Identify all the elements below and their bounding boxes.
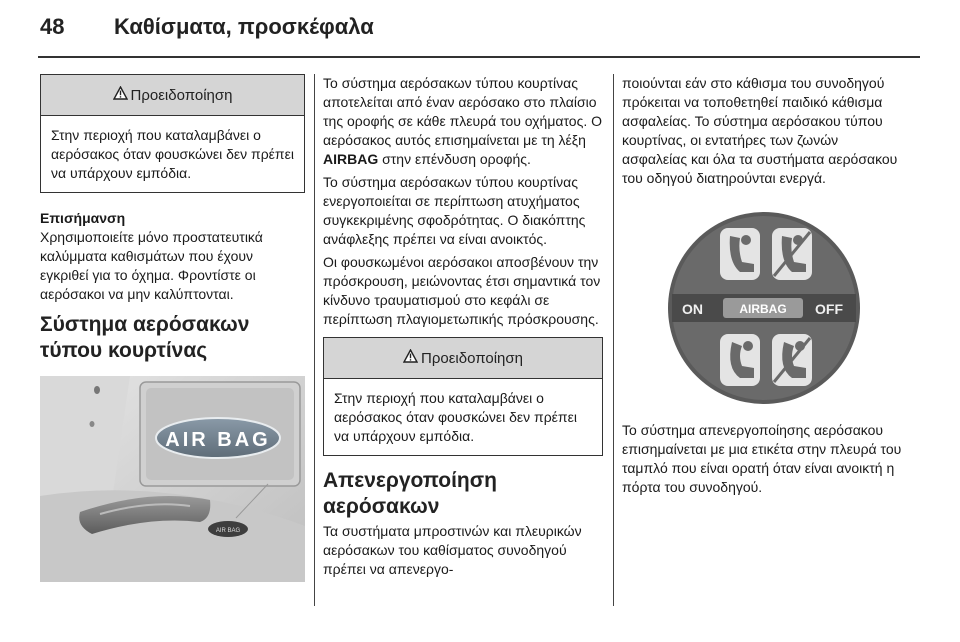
paragraph — [323, 74, 603, 169]
section-heading — [323, 468, 603, 520]
paragraph-text: Το σύστημα αερόσακων τύπου κουρτίνας αποτελείται από έναν αερόσακο στο πλαίσιο της οροφής σε κάθε πλευρά του οχήματος. Ο αερόσακος αυτός επισημαίνεται με τη λέξη — [323, 75, 603, 148]
warning-title: Προειδοποίηση — [421, 349, 523, 367]
section-heading — [40, 312, 305, 364]
page-header — [0, 0, 960, 56]
section-heading-line: Απενεργοποίηση — [323, 469, 497, 492]
section-heading-line: τύπου κουρτίνας — [40, 339, 208, 362]
airbag-off-label-illustration — [622, 206, 904, 411]
airbag-word: AIRBAG — [323, 151, 379, 167]
curtain-airbag-illustration — [40, 376, 305, 582]
switch-label-off: OFF — [815, 301, 843, 317]
paragraph: Τα συστήματα μπροστινών και πλευρικών αερόσακων του καθίσματος συνοδηγού πρέπει να απενεργο- — [323, 523, 582, 577]
paragraph: Οι φουσκωμένοι αερόσακοι αποσβένουν την πρόσκρουση, μειώνοντας έτσι σημαντικά τον κίνδυνο τραυματισμού στο κεφάλι σε περίπτωση πλαγιομετωπικής πρόσκρουσης. — [323, 254, 601, 327]
airbag-label-large: AIR BAG — [165, 429, 271, 451]
note-text: Χρησιμοποιείτε μόνο προστατευτικά καλύμματα καθισμάτων που έχουν εγκριθεί για το όχημα. Φροντίστε οι αερόσακοι να μην καλύπτονται. — [40, 229, 263, 302]
paragraph: Το σύστημα αερόσακων τύπου κουρτίνας ενεργοποιείται σε περίπτωση ατυχήματος συγκεκριμένης σφοδρότητας. Ο διακόπτης ανάφλεξης πρέπει να είναι ανοικτός. — [323, 174, 586, 247]
header-rule — [38, 56, 920, 58]
page-number: 48 — [40, 14, 65, 39]
warning-box-header — [324, 338, 602, 379]
warning-triangle-icon — [113, 86, 128, 104]
column-middle — [323, 74, 603, 579]
warning-title: Προειδοποίηση — [130, 86, 233, 104]
page-title: Καθίσματα, προσκέφαλα — [114, 14, 374, 39]
warning-box — [40, 74, 305, 193]
warning-text: Στην περιοχή που καταλαμβάνει ο αερόσακος όταν φουσκώνει δεν πρέπει να υπάρχουν εμπόδια. — [334, 390, 577, 444]
column-divider — [314, 74, 315, 606]
warning-box-header — [41, 75, 304, 116]
airbag-label-small: AIR BAG — [215, 528, 241, 534]
section-heading-line: Σύστημα αερόσακων — [40, 313, 250, 336]
column-divider — [613, 74, 614, 606]
paragraph: Το σύστημα απενεργοποίησης αερόσακου επισημαίνεται με μια ετικέτα στην πλευρά του ταμπλό που είναι ορατή όταν είναι ανοικτή η πόρτα του συνοδηγού. — [622, 422, 902, 495]
warning-text: Στην περιοχή που καταλαμβάνει ο αερόσακος όταν φουσκώνει δεν πρέπει να υπάρχουν εμπόδια. — [51, 127, 294, 181]
warning-box — [323, 337, 603, 456]
switch-label-on: ON — [682, 301, 703, 317]
column-right — [622, 74, 904, 497]
note-title: Επισήμανση — [40, 210, 126, 226]
warning-triangle-icon — [403, 349, 418, 367]
paragraph-text: στην επένδυση οροφής. — [382, 151, 531, 167]
section-heading-line: αερόσακων — [323, 495, 440, 518]
paragraph: ποιούνται εάν στο κάθισμα του συνοδηγού πρόκειται να τοποθετηθεί παιδικό κάθισμα ασφαλείας. Το σύστημα αερόσακου τύπου κουρτίνας, οι εντατήρες των ζωνών ασφαλείας και όλα τα συστήματα αερόσακου του οδηγού διατηρούνται ενεργά. — [622, 75, 898, 186]
column-left — [40, 74, 305, 582]
switch-label-airbag: AIRBAG — [739, 302, 787, 316]
